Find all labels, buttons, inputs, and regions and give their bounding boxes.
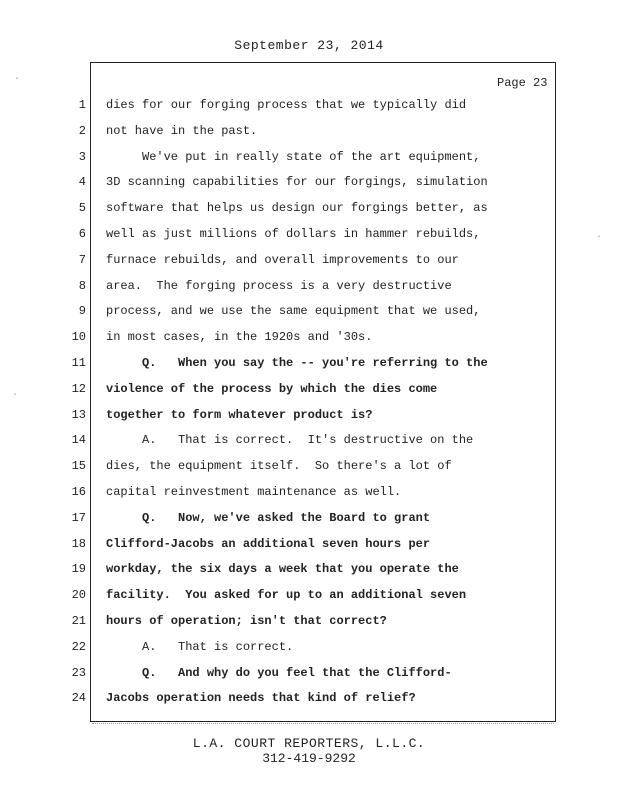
line-number: 14 [71,433,86,448]
line-text: well as just millions of dollars in hammer rebuilds, [106,227,481,241]
transcript-line [0,482,618,502]
transcript-date: September 23, 2014 [234,38,384,53]
line-text: Q. Now, we've asked the Board to grant [106,510,431,525]
line-number: 1 [78,98,86,112]
transcript-line [0,147,618,167]
transcript-line [0,276,618,296]
transcript-line [0,688,618,708]
transcript-line [0,585,618,605]
line-text: Q. And why do you feel that the Clifford- [106,665,452,680]
line-text: A. That is correct. It's destructive on the [106,433,474,448]
frame-bottom-shadow [92,723,554,727]
line-text: process, and we use the same equipment that we used, [106,304,481,319]
transcript-line [0,405,618,425]
line-number: 21 [71,614,86,628]
line-number: 10 [71,330,86,345]
line-text: workday, the six days a week that you operate the [106,562,459,577]
line-text: not have in the past. [106,123,258,138]
line-number: 11 [71,356,86,370]
line-number: 19 [71,562,86,577]
line-text: Q. When you say the -- you're referring to the [106,356,488,370]
line-number: 7 [78,252,86,267]
line-text: software that helps us design our forgings better, as [106,201,488,216]
line-number: 9 [78,304,86,319]
transcript-line [0,121,618,141]
scan-speck: · [596,232,603,243]
line-number: 5 [78,201,86,216]
line-number: 3 [78,149,86,164]
transcript-line [0,353,618,373]
line-number: 6 [78,227,86,241]
line-number: 17 [71,510,86,525]
line-number: 2 [78,123,86,138]
line-number: 4 [78,175,86,190]
line-number: 13 [71,407,86,422]
transcript-line [0,198,618,218]
line-text: dies for our forging process that we typically did [106,98,467,112]
transcript-line [0,559,618,579]
line-text: together to form whatever product is? [106,407,373,422]
transcript-line [0,456,618,476]
transcript-line [0,637,618,657]
line-number: 20 [71,588,86,603]
footer-company: L.A. COURT REPORTERS, L.L.C. [192,736,426,751]
transcript-line [0,95,618,115]
transcript-line [0,508,618,528]
transcript-line [0,224,618,244]
line-text: in most cases, in the 1920s and '30s. [106,330,373,345]
line-text: hours of operation; isn't that correct? [106,614,387,628]
line-text: violence of the process by which the dies come [106,381,438,396]
line-number: 15 [71,459,86,474]
scan-speck: · [12,390,19,401]
line-text: 3D scanning capabilities for our forgings, simulation [106,175,488,190]
line-number: 8 [78,278,86,293]
line-number: 18 [71,536,86,551]
scan-speck: · [14,74,21,85]
transcript-line [0,611,618,631]
transcript-line [0,430,618,450]
line-text: furnace rebuilds, and overall improvements to our [106,252,459,267]
line-number: 24 [71,691,86,706]
line-text: facility. You asked for up to an additional seven [106,588,467,603]
transcript-line [0,663,618,683]
line-text: A. That is correct. [106,639,294,654]
transcript-line [0,301,618,321]
line-text: Jacobs operation needs that kind of relief? [106,691,416,706]
line-text: capital reinvestment maintenance as well. [106,485,402,499]
line-text: We've put in really state of the art equipment, [106,149,481,164]
page-number: Page 23 [497,76,548,90]
line-number: 12 [71,381,86,396]
transcript-line [0,172,618,192]
transcript-line [0,327,618,347]
line-text: area. The forging process is a very destructive [106,278,452,293]
line-number: 23 [71,665,86,680]
line-number: 16 [71,485,86,499]
transcript-line [0,250,618,270]
line-text: dies, the equipment itself. So there's a lot of [106,459,452,474]
transcript-line [0,534,618,554]
footer-phone: 312-419-9292 [262,751,356,766]
line-number: 22 [71,639,86,654]
transcript-line [0,379,618,399]
line-text: Clifford-Jacobs an additional seven hours per [106,536,431,551]
